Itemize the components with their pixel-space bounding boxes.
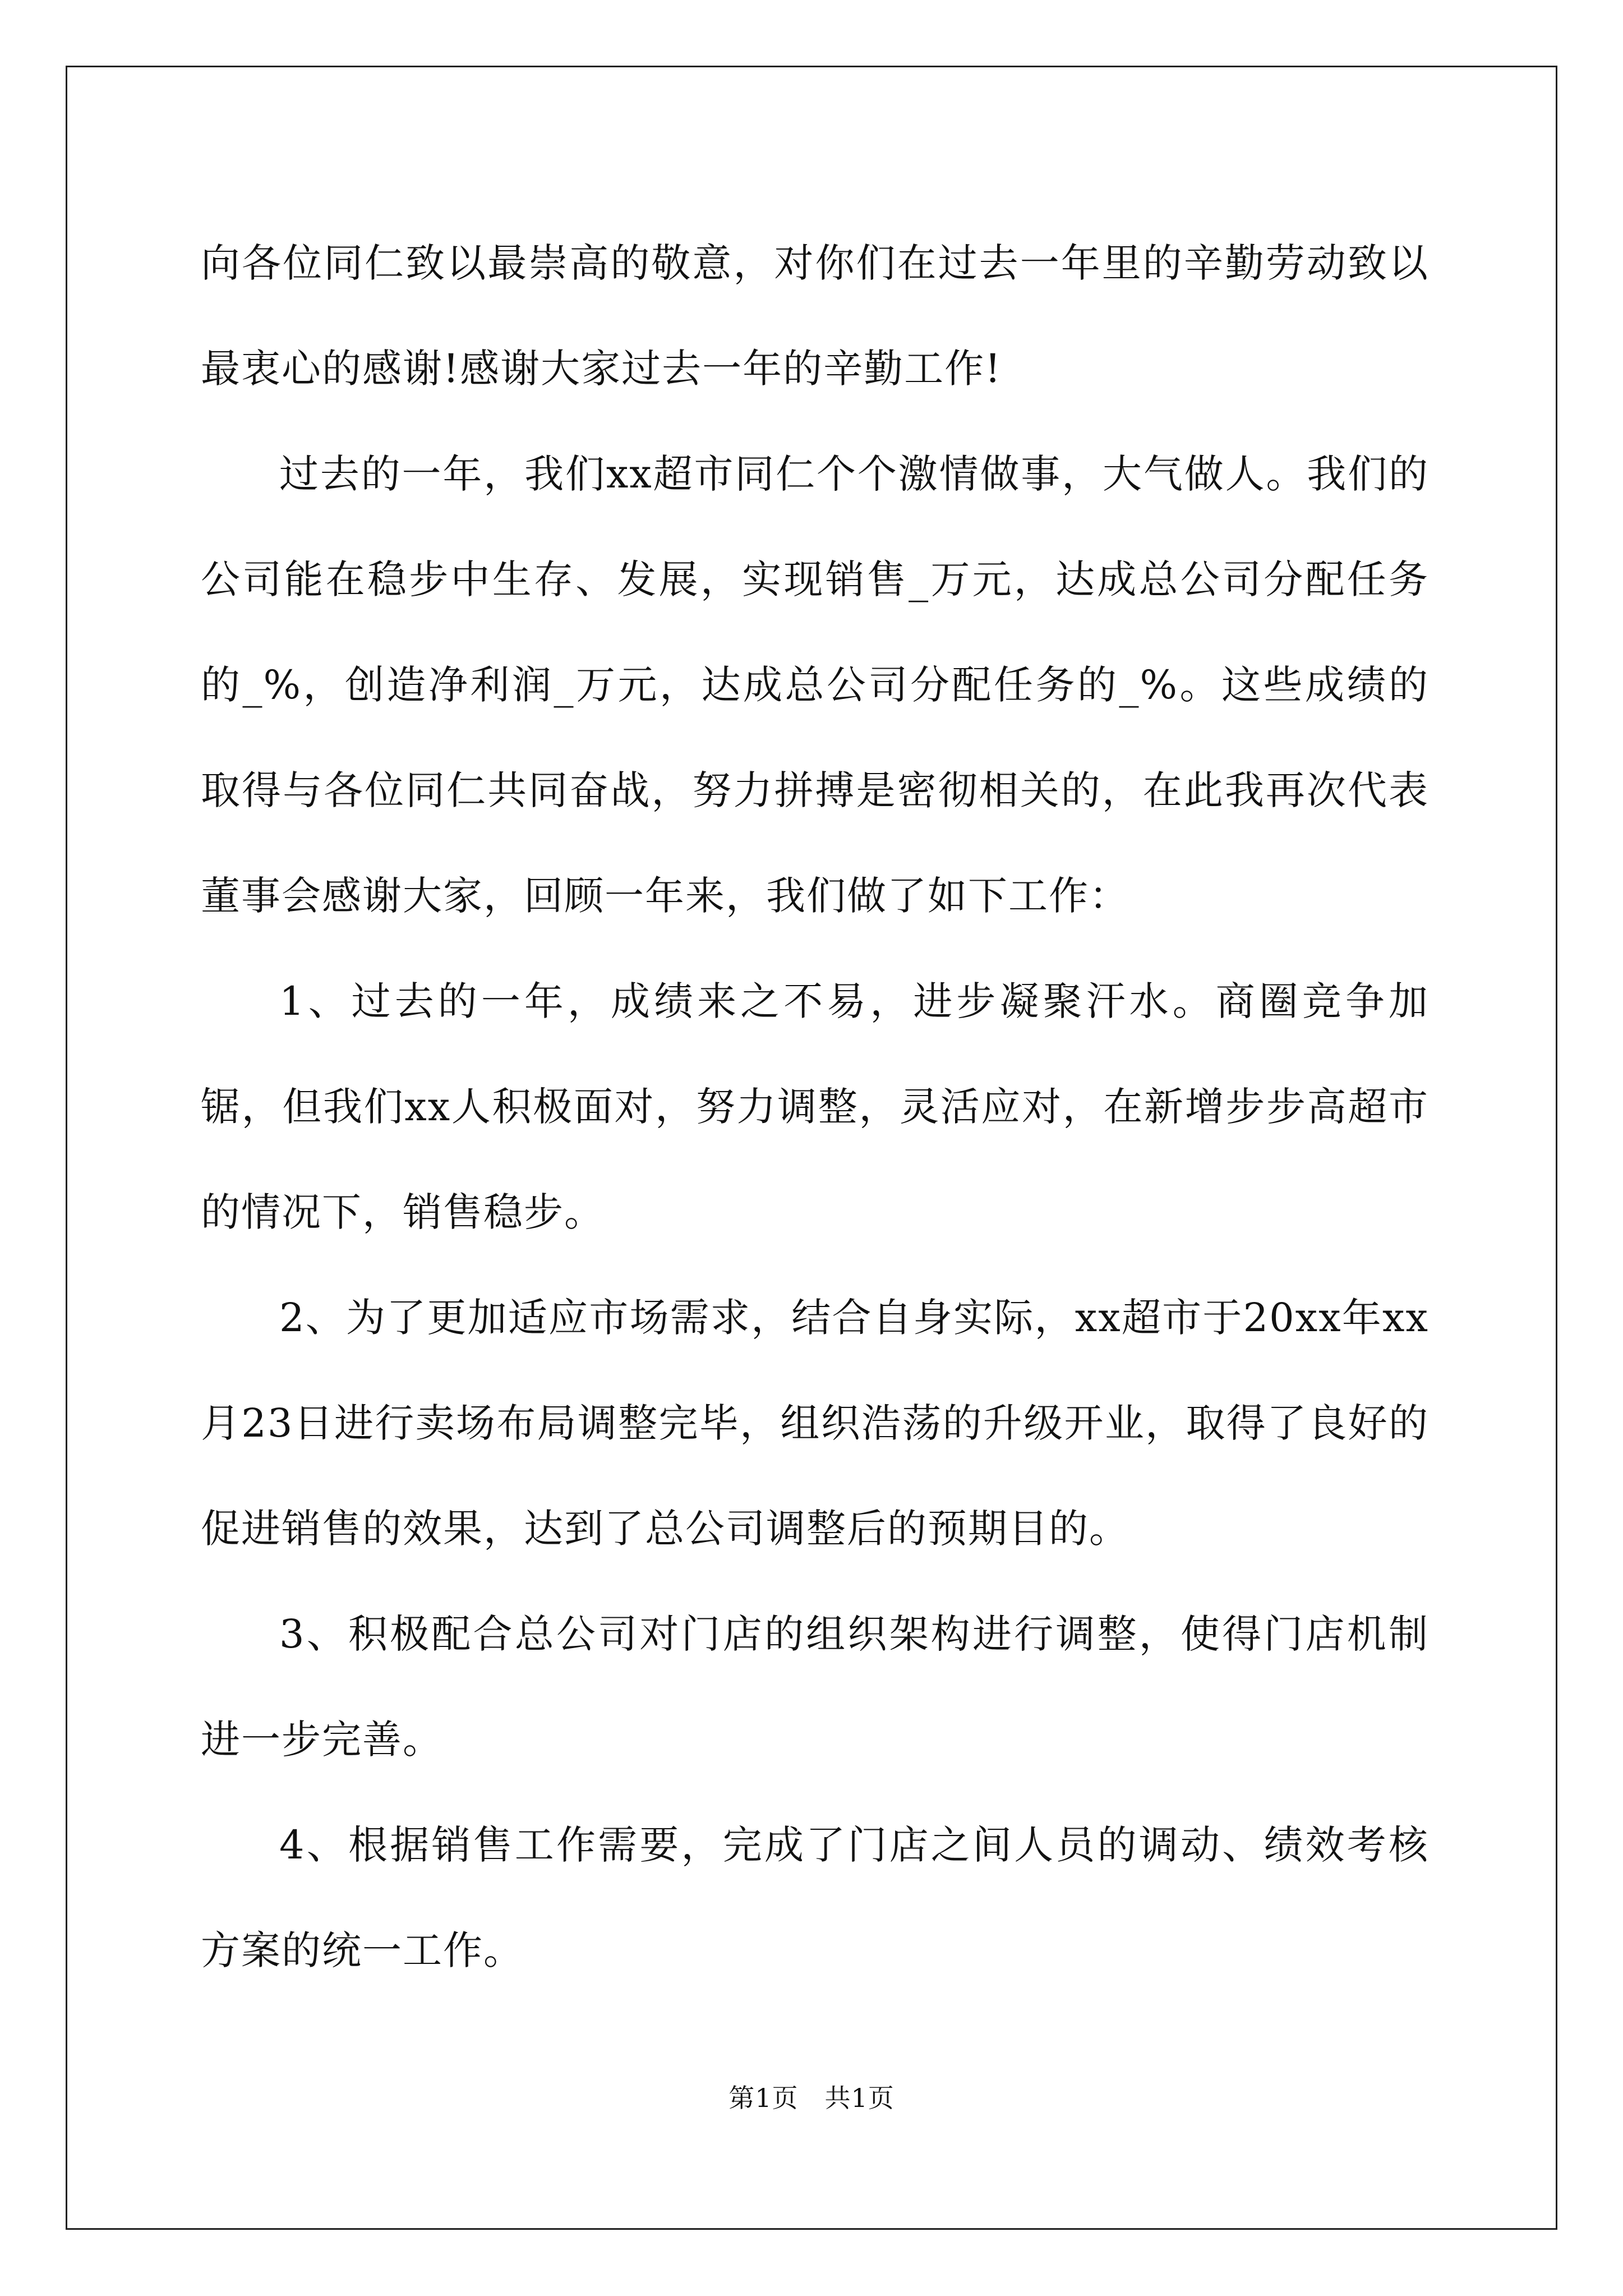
paragraph-opening: 向各位同仁致以最崇高的敬意，对你们在过去一年里的辛勤劳动致以最衷心的感谢!感谢大家过去一年的辛勤工作! (201, 240, 1429, 392)
paragraph-item-2: 2、为了更加适应市场需求，结合自身实际，xx超市于20xx年xx月23日进行卖场布局调整完毕，组织浩荡的升级开业，取得了良好的促进销售的效果，达到了总公司调整后的预期目的。 (201, 1295, 1429, 1552)
paragraph-item-4: 4、根据销售工作需要，完成了门店之间人员的调动、绩效考核方案的统一工作。 (201, 1822, 1429, 1973)
paragraph-item-1: 1、过去的一年，成绩来之不易，进步凝聚汗水。商圈竞争加锯，但我们xx人积极面对，努力调整，灵活应对，在新增步步高超市的情况下，销售稳步。 (201, 978, 1429, 1235)
paragraph-summary: 过去的一年，我们xx超市同仁个个激情做事，大气做人。我们的公司能在稳步中生存、发展，实现销售_万元，达成总公司分配任务的_%，创造净利润_万元，达成总公司分配任务的_%。这些成绩的取得与各位同仁共同奋战，努力拼搏是密彻相关的，在此我再次代表董事会感谢大家，回顾一年来，我们做了如下工作： (201, 451, 1429, 919)
page-footer: 第1页 共1页 (728, 2083, 895, 2113)
document-body (201, 210, 1429, 2003)
paragraph-item-3: 3、积极配合总公司对门店的组织架构进行调整，使得门店机制进一步完善。 (201, 1611, 1429, 1763)
